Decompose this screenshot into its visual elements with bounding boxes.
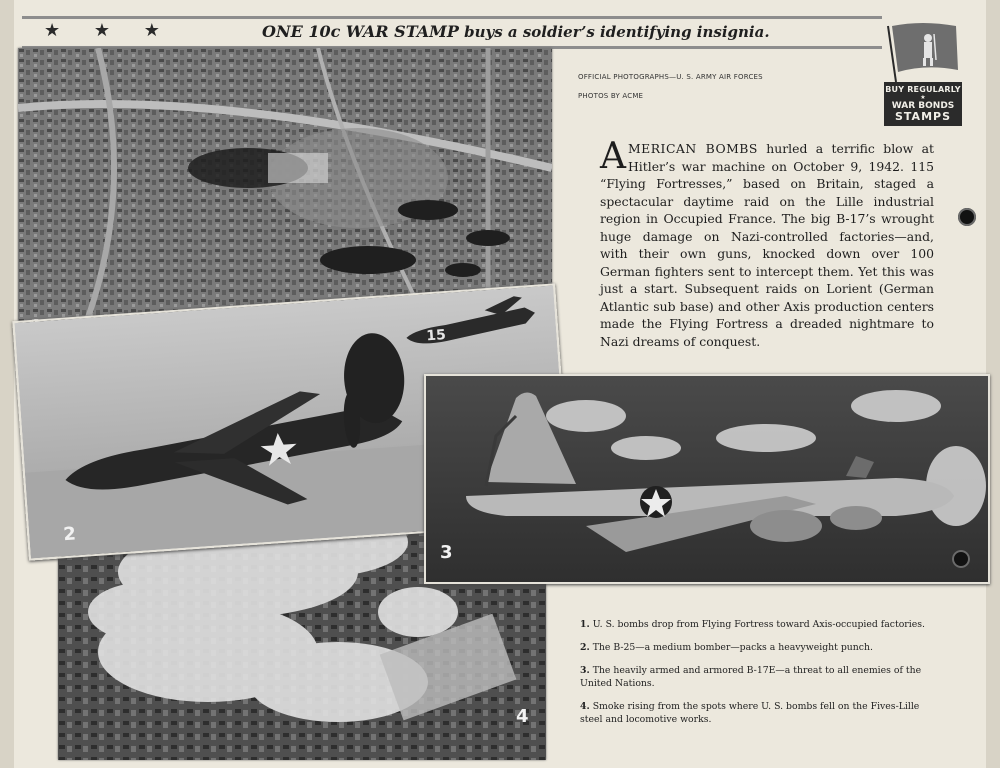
caption-2-number: 2. [580,642,590,653]
badge-line-4: STAMPS [894,110,951,123]
header-title [262,22,770,41]
header-stars: ★ ★ ★ [44,20,174,41]
photo-3-label: 3 [440,542,453,563]
caption-1-text: U. S. bombs drop from Flying Fortress toward Axis-occupied factories. [592,619,925,630]
flag-soldier-icon [882,20,966,84]
badge-star: ★ [920,94,926,101]
photo-4-label: 4 [516,706,529,727]
caption-3 [580,664,940,690]
photo-captions [580,618,940,736]
header-rule-top [22,16,882,19]
binder-hole-top [958,208,976,226]
header-title-part2: buys a soldier’s identifying insignia. [464,23,770,41]
story-body: hurled a terrific blow at Hitler’s war machine on October 9, 1942. 115 “Flying Fortresses,” based on Britain, staged a spectacular daytime raid on the Lille industrial region in Occupied France. The big B-17’s wrought huge damage on Nazi-controlled factories—and, with their own guns, knocked down over 100 German fighters sent to intercept them. Yet this was just a start. Subsequent raids on Lorient (German Atlantic sub base) and other Axis production centers made the Flying Fortress a dreaded nightmare to Nazi dreams of conquest. [600,141,934,349]
caption-4 [580,700,940,726]
caption-3-text: The heavily armed and armored B-17E—a threat to all enemies of the United Nations. [580,665,922,689]
header-band [22,14,922,52]
credit-line-2: PHOTOS BY ACME [578,92,644,100]
caption-1 [580,618,940,631]
binder-hole-bottom [952,550,970,568]
caption-2 [580,641,940,654]
photo-3 [424,374,990,584]
war-bonds-badge [882,20,962,130]
badge-line-3: WAR BONDS [891,101,955,111]
story-lead: MERICAN BOMBS [628,141,758,156]
caption-4-number: 4. [580,701,590,712]
caption-1-number: 1. [580,619,590,630]
caption-4-text: Smoke rising from the spots where U. S. bombs fell on the Fives-Lille steel and locomotive works. [580,701,920,725]
caption-2-text: The B-25—a medium bomber—packs a heavyweight punch. [592,642,873,653]
photo-2-marking: 15 [425,327,447,345]
credit-line-1: OFFICIAL PHOTOGRAPHS—U. S. ARMY AIR FORCES [578,73,763,81]
photo-3-image [426,376,988,582]
badge-line-1: BUY REGULARLY [885,85,961,94]
story-dropcap: A [600,136,626,177]
story-paragraph [600,136,934,350]
header-title-part1: ONE 10c WAR STAMP [262,22,459,41]
badge-label [884,82,962,126]
photo-credits [578,68,763,106]
caption-3-number: 3. [580,665,590,676]
photo-2-label: 2 [62,523,77,546]
